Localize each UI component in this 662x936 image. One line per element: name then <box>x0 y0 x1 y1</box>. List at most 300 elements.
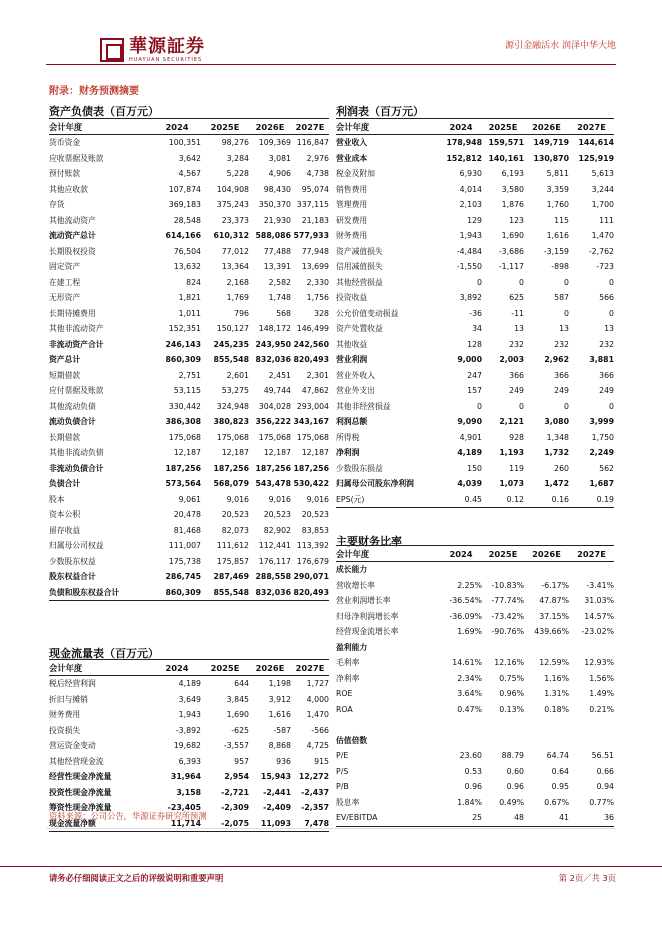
header-year: 2026E <box>249 119 291 135</box>
table-row <box>49 554 329 570</box>
row-value: 0.45 <box>440 492 482 508</box>
row-value: 860,309 <box>165 355 201 365</box>
table-row <box>49 197 329 213</box>
row-value: 915 <box>314 756 329 766</box>
row-label: 长期待摊费用 <box>49 308 96 318</box>
row-value: 2,962 <box>544 355 569 365</box>
row-value: 2,103 <box>459 200 482 210</box>
appendix-title: 附录：财务预测摘要 <box>49 86 139 97</box>
row-value: 343,167 <box>293 417 329 427</box>
row-value: 187,256 <box>165 463 201 473</box>
row-value: 1.31% <box>544 689 569 699</box>
row-label: 归属母公司权益 <box>49 541 104 551</box>
row-value: 95,074 <box>301 184 329 194</box>
row-value <box>482 733 524 749</box>
table-row <box>49 135 329 151</box>
row-value: 3,892 <box>459 293 482 303</box>
row-value: -36 <box>469 308 482 318</box>
row-value: 2,249 <box>589 448 614 458</box>
row-value: 6,930 <box>459 169 482 179</box>
row-value: 304,028 <box>258 401 291 411</box>
row-value: 76,504 <box>173 246 201 256</box>
row-value: 31,964 <box>170 772 201 782</box>
row-value: 588,086 <box>255 231 291 241</box>
row-value: 0.49% <box>499 797 524 807</box>
table-row <box>49 523 329 539</box>
row-value: 3,158 <box>176 787 201 797</box>
row-value: 0.13% <box>499 704 524 714</box>
row-label: 资产减值损失 <box>336 246 383 256</box>
table-row <box>336 383 614 399</box>
row-value: 14.61% <box>452 658 482 668</box>
logo-mark-icon <box>100 38 124 62</box>
row-value: 1.84% <box>457 797 482 807</box>
row-value: 1,472 <box>544 479 569 489</box>
row-label: 货币资金 <box>49 138 81 148</box>
row-value: -898 <box>551 262 569 272</box>
row-value: 0.60 <box>506 766 524 776</box>
table-row <box>336 764 614 780</box>
header-year: 2024 <box>153 119 201 135</box>
row-value: 242,560 <box>293 339 329 349</box>
row-value <box>440 717 482 733</box>
row-value: 28,548 <box>173 215 201 225</box>
table-row <box>336 337 614 353</box>
row-label: 其他经营损益 <box>336 277 383 287</box>
row-value: 0 <box>564 308 569 318</box>
row-value: 3,881 <box>589 355 614 365</box>
row-value: 1,750 <box>591 432 614 442</box>
header-year: 2025E <box>482 119 524 135</box>
table-header-row <box>49 119 329 135</box>
row-label: 少数股东损益 <box>336 463 383 473</box>
row-value: 0.53 <box>464 766 482 776</box>
row-value: 175,068 <box>168 432 201 442</box>
row-value: 187,256 <box>213 463 249 473</box>
row-value: 152,351 <box>168 324 201 334</box>
row-value: 0.96 <box>506 782 524 792</box>
row-value: 9,061 <box>178 494 201 504</box>
row-value: -36.09% <box>449 611 482 621</box>
row-value: 111 <box>599 215 614 225</box>
row-value: 47,862 <box>301 386 329 396</box>
row-value: 0 <box>609 308 614 318</box>
header-year: 2025E <box>201 119 249 135</box>
table-row <box>49 290 329 306</box>
table-row <box>49 476 329 492</box>
table-row <box>49 244 329 260</box>
row-value: 20,478 <box>173 510 201 520</box>
row-label: 资本公积 <box>49 510 81 520</box>
row-label: 成长能力 <box>336 565 368 575</box>
row-value: -36.54% <box>449 596 482 606</box>
row-value: 130,870 <box>533 153 569 163</box>
row-value: 232 <box>554 339 569 349</box>
row-value: 149,719 <box>533 138 569 148</box>
row-value: 187,256 <box>293 463 329 473</box>
row-value: 543,478 <box>255 479 291 489</box>
row-value: 88.79 <box>501 751 524 761</box>
header-label: 会计年度 <box>336 119 440 135</box>
row-label: 净利率 <box>336 673 360 683</box>
row-label: EPS(元) <box>336 492 440 508</box>
row-value: 5,811 <box>546 169 569 179</box>
header-year: 2027E <box>291 660 329 676</box>
table-row <box>336 492 614 508</box>
row-value: 2,330 <box>306 277 329 287</box>
row-value: -23.02% <box>581 627 614 637</box>
row-value: 113,392 <box>296 541 329 551</box>
row-value: 4,738 <box>306 169 329 179</box>
row-label: 研发费用 <box>336 215 368 225</box>
row-label: 盈利能力 <box>336 642 368 652</box>
row-value: 957 <box>234 756 249 766</box>
row-value: 77,948 <box>301 246 329 256</box>
row-value: 13,632 <box>173 262 201 272</box>
row-value: 1.56% <box>589 673 614 683</box>
table-row <box>49 166 329 182</box>
table-row <box>336 166 614 182</box>
table-row <box>336 259 614 275</box>
row-label: 股息率 <box>336 797 360 807</box>
row-value: 13,364 <box>221 262 249 272</box>
row-value: 644 <box>234 679 249 689</box>
table-row <box>49 368 329 384</box>
row-value: 12.16% <box>494 658 524 668</box>
row-value: 3,359 <box>546 184 569 194</box>
row-value: 820,493 <box>291 585 329 601</box>
table-row <box>336 779 614 795</box>
row-value: 1.16% <box>544 673 569 683</box>
table-header-row <box>336 119 614 135</box>
row-label: 其他流动负债 <box>49 401 96 411</box>
row-value: 824 <box>186 277 201 287</box>
row-label: 公允价值变动损益 <box>336 308 399 318</box>
row-value: 2,121 <box>499 417 524 427</box>
row-value: 1,348 <box>546 432 569 442</box>
row-value: 366 <box>599 370 614 380</box>
row-label: 长期股权投资 <box>49 246 96 256</box>
header-year: 2024 <box>440 119 482 135</box>
row-value: 20,523 <box>301 510 329 520</box>
row-value: 100,351 <box>168 138 201 148</box>
row-label: 所得税 <box>336 432 360 442</box>
row-label: 利润总额 <box>336 417 368 427</box>
row-value: -3,159 <box>543 246 569 256</box>
row-label: 财务费用 <box>336 231 368 241</box>
row-value: 34 <box>472 324 482 334</box>
row-label: 其他非流动资产 <box>49 324 104 334</box>
row-value: 530,422 <box>293 479 329 489</box>
balance-sheet-title: 资产负债表（百万元） <box>49 105 159 118</box>
cash-flow-title: 现金流量表（百万元） <box>49 647 159 660</box>
row-value: 290,071 <box>293 572 329 582</box>
row-value: 0 <box>477 277 482 287</box>
row-value: 2,601 <box>226 370 249 380</box>
row-value: 4,014 <box>459 184 482 194</box>
row-value: 119 <box>509 463 524 473</box>
row-value: 9,016 <box>226 494 249 504</box>
row-label: 财务费用 <box>49 710 81 720</box>
row-label: 折旧与摊销 <box>49 694 88 704</box>
row-label: 少数股东权益 <box>49 556 96 566</box>
row-label: 管理费用 <box>336 200 368 210</box>
income-statement-title: 利润表（百万元） <box>336 105 424 118</box>
row-label: 其他应收款 <box>49 184 88 194</box>
row-value: 3,580 <box>501 184 524 194</box>
row-value: -6.17% <box>541 580 569 590</box>
row-label: 营业外收入 <box>336 370 375 380</box>
row-label: 流动负债合计 <box>49 417 96 427</box>
row-label: P/S <box>336 766 349 776</box>
row-value: 150 <box>467 463 482 473</box>
row-value: 159,571 <box>488 138 524 148</box>
row-value: -2,357 <box>301 803 329 813</box>
table-row <box>49 321 329 337</box>
row-label: ROE <box>336 689 353 699</box>
row-value <box>524 733 569 749</box>
row-value: 104,908 <box>216 184 249 194</box>
cash-flow-table <box>49 659 329 832</box>
table-row <box>49 785 329 801</box>
row-value: 610,312 <box>213 231 249 241</box>
row-label: 投资损失 <box>49 725 81 735</box>
row-value: 386,308 <box>165 417 201 427</box>
row-value: 573,564 <box>165 479 201 489</box>
table-row <box>49 259 329 275</box>
row-label: 预付账款 <box>49 169 81 179</box>
table-row <box>336 795 614 811</box>
table-row <box>336 151 614 167</box>
header-year: 2026E <box>249 660 291 676</box>
row-value: 83,853 <box>301 525 329 535</box>
row-value: -73.42% <box>491 611 524 621</box>
row-value: 3,244 <box>591 184 614 194</box>
table-row <box>49 228 329 244</box>
balance-sheet-table <box>49 118 329 601</box>
table-row <box>49 213 329 229</box>
row-value: 175,738 <box>168 556 201 566</box>
row-value: 128 <box>467 339 482 349</box>
row-value: 13,391 <box>263 262 291 272</box>
row-value: 56.51 <box>591 751 614 761</box>
company-logo <box>100 38 205 64</box>
row-value: 4,039 <box>457 479 482 489</box>
row-value: 1.49% <box>589 689 614 699</box>
row-label: 资产总计 <box>49 355 81 365</box>
row-value: 12,187 <box>173 448 201 458</box>
header-year: 2024 <box>153 660 201 676</box>
table-row <box>49 430 329 446</box>
row-value: -90.76% <box>491 627 524 637</box>
row-value: 0 <box>519 401 524 411</box>
table-row <box>49 507 329 523</box>
row-value: 293,004 <box>296 401 329 411</box>
source-note: 资料来源：公司公告，华源证券研究所预测 <box>49 811 207 821</box>
header-year: 2025E <box>482 546 524 562</box>
table-row <box>336 810 614 826</box>
row-value: 115 <box>554 215 569 225</box>
row-value: 2,751 <box>178 370 201 380</box>
row-value: 832,036 <box>249 585 291 601</box>
row-value: 247 <box>467 370 482 380</box>
row-value: 12,272 <box>298 772 329 782</box>
row-label: 筹资性现金净流量 <box>49 803 112 813</box>
row-value: 129 <box>467 215 482 225</box>
row-value: 116,847 <box>296 138 329 148</box>
row-value: 928 <box>509 432 524 442</box>
table-row <box>49 738 329 754</box>
header-year: 2026E <box>524 119 569 135</box>
row-value: 0.47% <box>457 704 482 714</box>
row-label: 信用减值损失 <box>336 262 383 272</box>
row-label: 营运资金变动 <box>49 741 96 751</box>
row-value: 175,068 <box>296 432 329 442</box>
header-year: 2026E <box>524 546 569 562</box>
row-value <box>524 640 569 656</box>
row-value: 140,161 <box>488 153 524 163</box>
row-value: 2.25% <box>457 580 482 590</box>
row-label: 无形资产 <box>49 293 81 303</box>
row-label: 税金及附加 <box>336 169 375 179</box>
table-row <box>49 383 329 399</box>
footer-disclaimer: 请务必仔细阅读正文之后的评级说明和重要声明 <box>49 873 224 883</box>
row-value: 21,183 <box>301 215 329 225</box>
row-value: 1,616 <box>546 231 569 241</box>
row-value: 109,369 <box>258 138 291 148</box>
row-label: 负债合计 <box>49 479 81 489</box>
row-value: -2,721 <box>221 787 249 797</box>
row-value: 1.69% <box>457 627 482 637</box>
table-header-row <box>336 546 614 562</box>
row-value: 53,115 <box>173 386 201 396</box>
table-row <box>49 569 329 585</box>
row-value: 7,478 <box>291 816 329 832</box>
row-value: 860,309 <box>153 585 201 601</box>
table-row <box>336 445 614 461</box>
row-value: 15,943 <box>260 772 291 782</box>
row-value: 9,016 <box>306 494 329 504</box>
header-year: 2025E <box>201 660 249 676</box>
row-value: 0.12 <box>482 492 524 508</box>
row-value: 568,079 <box>213 479 249 489</box>
row-label: 营业外支出 <box>336 386 375 396</box>
row-value: -77.74% <box>491 596 524 606</box>
table-row <box>336 562 614 578</box>
table-row <box>49 769 329 785</box>
row-value: 178,948 <box>446 138 482 148</box>
row-value: 48 <box>482 810 524 826</box>
row-value: 232 <box>599 339 614 349</box>
row-value: -1,550 <box>456 262 482 272</box>
row-value <box>482 717 524 733</box>
row-value: 260 <box>554 463 569 473</box>
table-row <box>336 290 614 306</box>
row-label: 其他非流动负债 <box>49 448 104 458</box>
table-row <box>336 476 614 492</box>
row-value: 175,068 <box>216 432 249 442</box>
table-row <box>49 337 329 353</box>
row-value: 11,714 <box>153 816 201 832</box>
row-value: 2,451 <box>268 370 291 380</box>
row-value: 98,430 <box>263 184 291 194</box>
header-label: 会计年度 <box>49 119 153 135</box>
table-row <box>49 754 329 770</box>
row-label: 应付票据及账款 <box>49 386 104 396</box>
row-label: 其他流动资产 <box>49 215 96 225</box>
row-label: 投资收益 <box>336 293 368 303</box>
row-label: 其他经营现金流 <box>49 756 104 766</box>
row-value: 1,690 <box>226 710 249 720</box>
row-label: 非流动资产合计 <box>49 339 104 349</box>
row-label: 归母净利润增长率 <box>336 611 399 621</box>
row-value: 288,558 <box>255 572 291 582</box>
row-value <box>440 733 482 749</box>
row-value <box>524 562 569 578</box>
row-value: 107,874 <box>168 184 201 194</box>
row-value: 324,948 <box>216 401 249 411</box>
row-value: 249 <box>554 386 569 396</box>
table-row <box>336 430 614 446</box>
row-value: 4,189 <box>178 679 201 689</box>
row-value: 1,943 <box>178 710 201 720</box>
row-value: 21,930 <box>263 215 291 225</box>
row-value: 2,168 <box>226 277 249 287</box>
row-label: 毛利率 <box>336 658 360 668</box>
row-value: 82,902 <box>263 525 291 535</box>
income-statement-table <box>336 118 614 508</box>
row-value: 123 <box>509 215 524 225</box>
row-value: 3,080 <box>544 417 569 427</box>
row-value: 366 <box>554 370 569 380</box>
header-divider <box>46 64 616 65</box>
row-label: 在建工程 <box>49 277 81 287</box>
row-value: 1,876 <box>501 200 524 210</box>
table-row <box>336 640 614 656</box>
row-value <box>569 640 614 656</box>
row-value: 176,117 <box>258 556 291 566</box>
table-row <box>49 352 329 368</box>
header-year: 2024 <box>440 546 482 562</box>
row-value: 1,700 <box>591 200 614 210</box>
row-value: -2,075 <box>201 816 249 832</box>
row-value: 366 <box>509 370 524 380</box>
row-value: 439.66% <box>534 627 569 637</box>
row-label: 营业收入 <box>336 138 368 148</box>
row-label: 营收增长率 <box>336 580 375 590</box>
row-value: 562 <box>599 463 614 473</box>
table-row <box>336 368 614 384</box>
table-row <box>336 702 614 718</box>
header-year: 2027E <box>569 119 614 135</box>
row-label: 税后经营利润 <box>49 679 96 689</box>
row-value: 125,919 <box>578 153 614 163</box>
row-value: 176,679 <box>296 556 329 566</box>
row-label: 其他收益 <box>336 339 368 349</box>
row-value: 369,183 <box>168 200 201 210</box>
row-value: 31.03% <box>584 596 614 606</box>
row-value: 3,999 <box>589 417 614 427</box>
row-value: 175,857 <box>216 556 249 566</box>
row-value: 0.21% <box>589 704 614 714</box>
header-slogan: 源引金融活水 润泽中华大地 <box>505 41 616 51</box>
row-value: 14.57% <box>584 611 614 621</box>
row-value: 150,127 <box>216 324 249 334</box>
row-value: 855,548 <box>213 355 249 365</box>
table-row <box>336 197 614 213</box>
row-value: 1,821 <box>178 293 201 303</box>
row-value: 577,933 <box>293 231 329 241</box>
